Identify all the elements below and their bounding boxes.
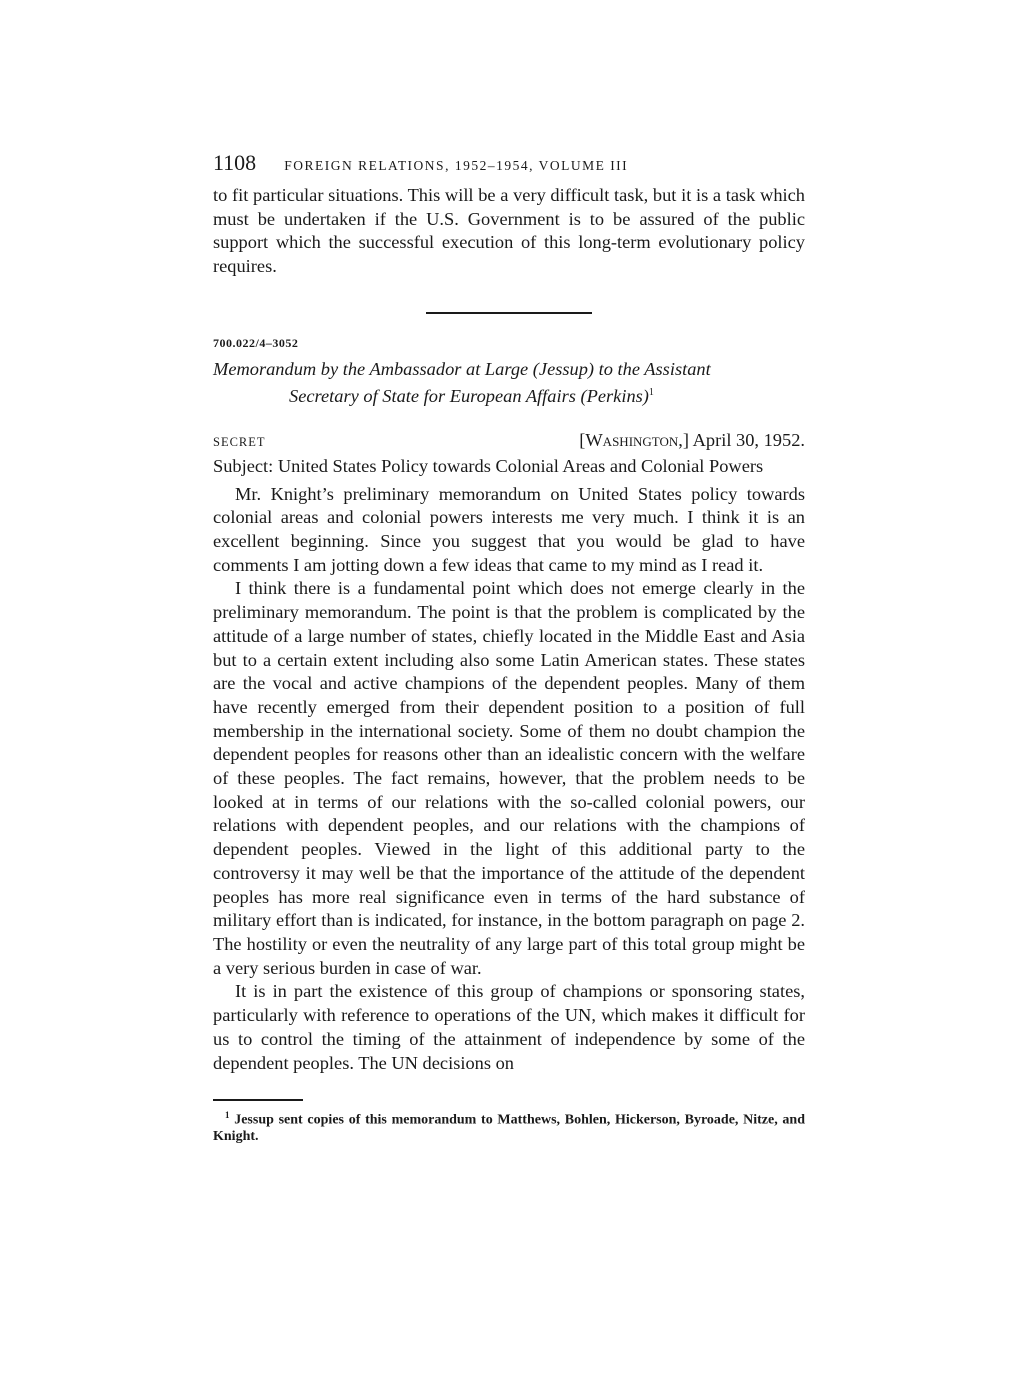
subject-label: Subject: [213, 455, 274, 476]
title-line-2-wrap [213, 381, 805, 408]
running-head: FOREIGN RELATIONS, 1952–1954, VOLUME III [284, 158, 629, 173]
subject-text: United States Policy towards Colonial Areas and Colonial Powers [277, 455, 764, 476]
body-paragraph-2: I think there is a fundamental point which does not emerge clearly in the preliminary memorandum. The point is that the problem is complicated by the attitude of a large number of states, chiefly located in the Middle East and Asia but to a certain extent including also some Latin American states. These states are the vocal and active champions of the dependent peoples. Many of them have recently emerged from their dependent position to a position of full membership in the international society. Some of them no doubt champion the dependent peoples for reasons other than an idealistic concern with the welfare of these peoples. The fact remains, however, that the problem needs to be looked at in terms of our relations with the so-called colonial powers, our relations with dependent peoples, and our relations with the champions of dependent peoples. Viewed in the light of this additional party to the controversy it may well be that the importance of the attitude of the dependent peoples has more real significance even in terms of the hard substance of military effort than is indicated, for instance, in the bottom paragraph on page 2. The hostility or even the neutrality of any large part of this total group might be a very serious burden in case of war. [213, 578, 805, 978]
file-number: 700.022/4–3052 [213, 335, 299, 350]
continuation-paragraph: to fit particular situations. This will be a very difficult task, but it is a task which must be undertaken if the U.S. Government is to be assured of the public support which the successful execution of this long-term evolutionary policy requires. [213, 185, 805, 277]
document-title [213, 357, 805, 408]
place: [Washington,] [579, 429, 690, 450]
subject-line [213, 455, 805, 479]
page-header [213, 150, 805, 176]
title-line-1: Memorandum by the Ambassador at Large (Jessup) to the Assistant [213, 358, 711, 379]
page-number: 1108 [213, 150, 257, 175]
footnote-marker: 1 [225, 1109, 230, 1120]
body-paragraph-1: Mr. Knight’s preliminary memorandum on United States policy towards colonial areas and colonial powers interests me very much. I think it is an excellent beginning. Since you suggest that you would be glad to have comments I am jotting down a few ideas that came to my mind as I read it. [213, 483, 805, 575]
page [213, 150, 805, 1145]
body-paragraph-3: It is in part the existence of this group of champions or sponsoring states, particularly with reference to operations of the UN, which makes it difficult for us to control the timing of the attainment of independence by some of the dependent peoples. The UN decisions on [213, 981, 805, 1073]
title-line-2: Secretary of State for European Affairs (Perkins) [289, 385, 649, 406]
classification: SECRET [213, 434, 266, 449]
footnote [213, 1107, 805, 1146]
dateline [213, 430, 805, 451]
footnote-ref: 1 [648, 386, 654, 398]
section-divider [426, 312, 592, 314]
footnote-divider [213, 1099, 303, 1101]
place-date [579, 430, 805, 451]
date: April 30, 1952. [692, 429, 805, 450]
footnote-text: Jessup sent copies of this memorandum to Matthews, Bohlen, Hickerson, Byroade, Nitze, and Knight. [213, 1112, 805, 1145]
